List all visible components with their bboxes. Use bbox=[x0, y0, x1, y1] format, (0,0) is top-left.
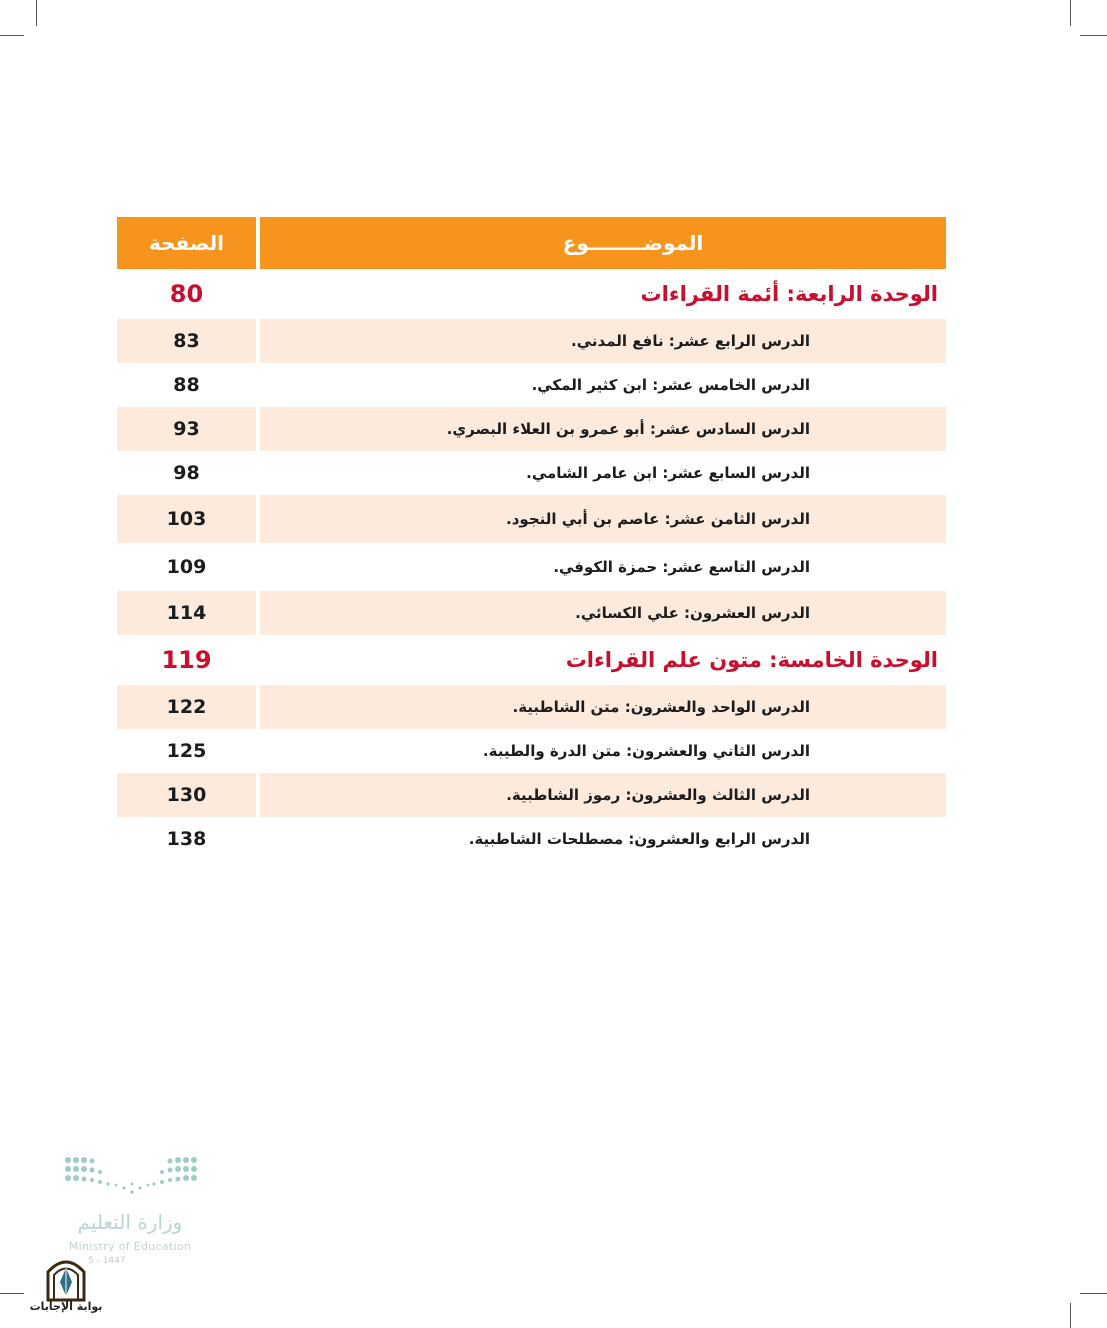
page-number: 98 bbox=[173, 462, 200, 484]
ministry-name-arabic: وزارة التعليم bbox=[77, 1210, 183, 1234]
lesson-title: الدرس العشرون: علي الكسائي. bbox=[260, 591, 946, 635]
page-number: 80 bbox=[169, 280, 204, 308]
lesson-title: الدرس السابع عشر: ابن عامر الشامي. bbox=[526, 464, 810, 482]
lesson-row bbox=[117, 363, 946, 407]
unit-title: الوحدة الرابعة: أئمة القراءات bbox=[640, 282, 938, 306]
ministry-name-english: Ministry of Education bbox=[68, 1240, 192, 1253]
table-header bbox=[117, 217, 946, 269]
table-body bbox=[117, 269, 946, 861]
lesson-row bbox=[117, 451, 946, 495]
lesson-row bbox=[117, 407, 946, 451]
lesson-title: الدرس الثاني والعشرون: متن الدرة والطيبة. bbox=[482, 742, 810, 760]
lesson-title: الدرس الخامس عشر: ابن كثير المكي. bbox=[531, 376, 810, 394]
lesson-row bbox=[117, 729, 946, 773]
ministry-dots-icon bbox=[62, 1154, 202, 1204]
watermark-label: بوابة الإجابات bbox=[29, 1300, 103, 1313]
page-number: 83 bbox=[117, 319, 256, 363]
page-number: 114 bbox=[117, 591, 256, 635]
lesson-title: الدرس الثالث والعشرون: رموز الشاطبية. bbox=[260, 773, 946, 817]
lesson-title: الدرس التاسع عشر: حمزة الكوفي. bbox=[553, 558, 810, 576]
crop-mark bbox=[36, 0, 37, 26]
pen-shield-icon bbox=[28, 1256, 104, 1302]
page-number: 125 bbox=[166, 740, 207, 762]
page-number: 103 bbox=[117, 495, 256, 543]
topic-column-header: الموضــــــــوع bbox=[260, 217, 946, 269]
page-number: 88 bbox=[173, 374, 200, 396]
crop-mark bbox=[1070, 0, 1071, 26]
crop-mark bbox=[0, 1293, 24, 1294]
page-number: 109 bbox=[166, 556, 207, 578]
lesson-title: الدرس الثامن عشر: عاصم بن أبي النجود. bbox=[260, 495, 946, 543]
crop-mark bbox=[1080, 1293, 1107, 1294]
table-of-contents bbox=[117, 217, 946, 861]
crop-mark bbox=[0, 35, 24, 36]
crop-mark bbox=[1070, 1303, 1071, 1328]
unit-row bbox=[117, 269, 946, 319]
lesson-title: الدرس الرابع والعشرون: مصطلحات الشاطبية. bbox=[468, 830, 810, 848]
page-number: 138 bbox=[166, 828, 207, 850]
lesson-title: الدرس السادس عشر: أبو عمرو بن العلاء البصري. bbox=[260, 407, 946, 451]
page-column-header: الصفحة bbox=[117, 217, 256, 269]
lesson-row bbox=[117, 543, 946, 591]
page-number: 122 bbox=[117, 685, 256, 729]
page-number: 93 bbox=[117, 407, 256, 451]
lesson-row bbox=[117, 685, 946, 729]
page-number: 130 bbox=[117, 773, 256, 817]
lesson-row bbox=[117, 773, 946, 817]
crop-mark bbox=[1080, 35, 1107, 36]
lesson-row bbox=[117, 319, 946, 363]
lesson-title: الدرس الواحد والعشرون: متن الشاطبية. bbox=[260, 685, 946, 729]
lesson-row bbox=[117, 817, 946, 861]
unit-row bbox=[117, 635, 946, 685]
lesson-row bbox=[117, 495, 946, 543]
page-number: 119 bbox=[161, 646, 212, 674]
lesson-row bbox=[117, 591, 946, 635]
edition-year: 5 - 1447 bbox=[88, 1256, 126, 1266]
site-watermark bbox=[28, 1256, 104, 1322]
unit-title: الوحدة الخامسة: متون علم القراءات bbox=[565, 648, 938, 672]
lesson-title: الدرس الرابع عشر: نافع المدني. bbox=[260, 319, 946, 363]
